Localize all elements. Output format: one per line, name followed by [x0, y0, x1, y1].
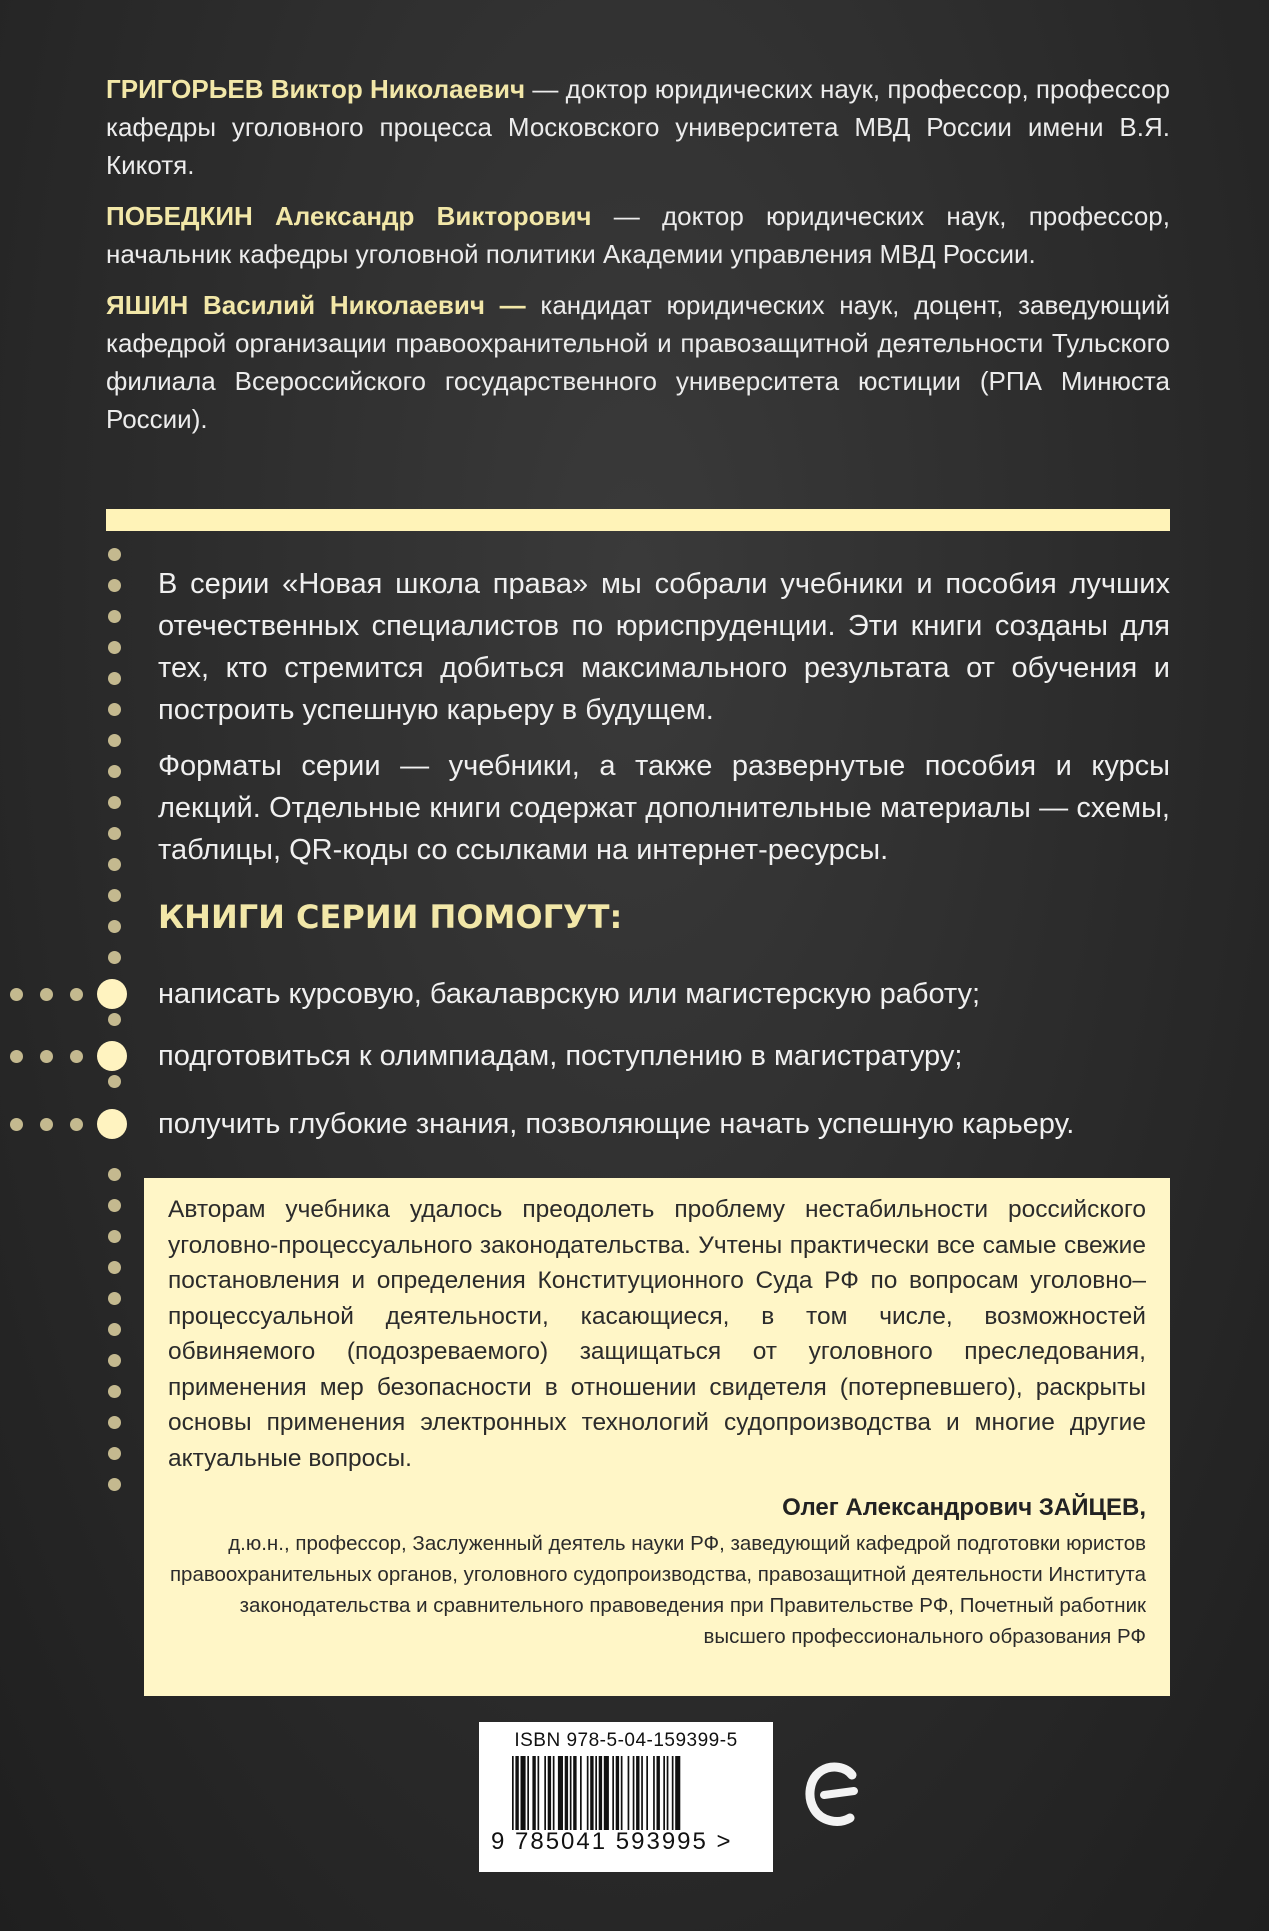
decorative-dot — [108, 1199, 121, 1212]
author-entry — [106, 70, 1170, 184]
author-bio: доктор юридических наук, профессор, начальник кафедры уголовной политики Академии управления МВД России. — [106, 201, 1170, 269]
decorative-dot — [108, 1354, 121, 1367]
barcode-bar — [616, 1756, 619, 1830]
barcode-bars — [506, 1756, 746, 1830]
barcode-bar — [641, 1756, 643, 1830]
isbn-barcode — [479, 1722, 773, 1872]
reviewer-credentials: д.ю.н., профессор, Заслуженный деятель науки РФ, заведующий кафедрой подготовки юристов правоохранительных органов, уголовного судопроизводства, правозащитной деятельности Института законодательства и сравнительного правоведения при Правительстве РФ, Почетный работник высшего профессионального образования РФ — [169, 1532, 1146, 1648]
bullet-dots-icon — [0, 1104, 135, 1144]
decorative-dot — [108, 1230, 121, 1243]
decorative-dot — [108, 1292, 121, 1305]
barcode-bar — [515, 1756, 518, 1830]
barcode-bar — [646, 1756, 648, 1830]
barcode-bar — [667, 1756, 669, 1830]
author-separator — [526, 290, 541, 320]
barcode-bar — [512, 1756, 514, 1830]
author-name: ПОБЕДКИН Александр Викторович — [106, 201, 592, 231]
decorative-dot — [108, 889, 121, 902]
barcode-bar — [548, 1756, 551, 1830]
review-box — [144, 1178, 1170, 1696]
barcode-bar — [612, 1756, 614, 1830]
series-paragraph: В серии «Новая школа права» мы собрали учебники и пособия лучших отечественных специалистов по юриспруденции. Эти книги созданы для тех, кто стремится добиться максимального результата от обучения и построить успешную карьеру в будущем. — [158, 568, 1170, 726]
decorative-dotted-line — [105, 540, 125, 1510]
barcode-bar — [672, 1756, 674, 1830]
barcode-bar — [599, 1756, 602, 1830]
barcode-bar — [590, 1756, 593, 1830]
decorative-dot — [108, 734, 121, 747]
barcode-bar — [570, 1756, 572, 1830]
decorative-dot — [108, 579, 121, 592]
decorative-dot — [108, 1168, 121, 1181]
decorative-dot — [108, 672, 121, 685]
barcode-bar — [653, 1756, 655, 1830]
benefit-item: написать курсовую, бакалаврскую или магистерскую работу; — [158, 978, 981, 1010]
decorative-dot — [108, 1075, 121, 1088]
author-entry — [106, 286, 1170, 438]
author-bio: кандидат юридических наук, доцент, заведующий кафедрой организации правоохранительной и правозащитной деятельности Тульского филиала Всероссийского государственного университета юстиции (РПА Минюста России). — [106, 290, 1170, 434]
barcode-bar — [565, 1756, 568, 1830]
decorative-dot — [108, 548, 121, 561]
decorative-dot — [108, 641, 121, 654]
barcode-bar — [587, 1756, 589, 1830]
benefits-heading: КНИГИ СЕРИИ ПОМОГУТ: — [158, 898, 623, 936]
barcode-bar — [595, 1756, 597, 1830]
isbn-label: ISBN 978-5-04-159399-5 — [514, 1730, 738, 1751]
barcode-bar — [521, 1756, 526, 1830]
barcode-bar — [663, 1756, 665, 1830]
barcode-bar — [636, 1756, 639, 1830]
bullet-dots-icon — [0, 974, 135, 1014]
author-name: ГРИГОРЬЕВ Виктор Николаевич — [106, 74, 526, 104]
decorative-dot — [108, 610, 121, 623]
decorative-dot — [108, 1013, 121, 1026]
decorative-dot — [108, 796, 121, 809]
reviewer-name: Олег Александрович ЗАЙЦЕВ, — [782, 1494, 1146, 1521]
barcode-bar — [621, 1756, 623, 1830]
author-separator: — — [525, 74, 566, 104]
authors-section — [106, 70, 1170, 451]
author-name: ЯШИН Василий Николаевич — — [106, 290, 526, 320]
author-separator: — — [591, 201, 662, 231]
series-description — [158, 563, 1170, 885]
author-entry — [106, 197, 1170, 273]
barcode-bar — [675, 1756, 680, 1830]
barcode-bar — [527, 1756, 529, 1830]
decorative-dot — [108, 1447, 121, 1460]
barcode-bar — [544, 1756, 546, 1830]
barcode-bar — [633, 1756, 635, 1830]
eksmo-logo-icon — [802, 1761, 866, 1829]
decorative-dot — [108, 703, 121, 716]
divider-bar — [106, 509, 1170, 531]
barcode-bar — [538, 1756, 540, 1830]
decorative-dot — [108, 1261, 121, 1274]
decorative-dot — [108, 1385, 121, 1398]
barcode-bar — [657, 1756, 660, 1830]
barcode-bar — [573, 1756, 576, 1830]
decorative-dot — [108, 1416, 121, 1429]
author-bio: доктор юридических наук, профессор, профессор кафедры уголовного процесса Московского университета МВД России имени В.Я. Кикотя. — [106, 74, 1170, 180]
bullet-dots-icon — [0, 1036, 135, 1076]
benefit-item: получить глубокие знания, позволяющие начать успешную карьеру. — [158, 1108, 1075, 1140]
decorative-dot — [108, 827, 121, 840]
benefit-item: подготовиться к олимпиадам, поступлению в магистратуру; — [158, 1040, 963, 1072]
decorative-dot — [108, 1478, 121, 1491]
review-text: Авторам учебника удалось преодолеть проблему нестабильности российского уголовно-процессуального законодательства. Учтены практически все самые свежие постановления и определения Конституционного Суда РФ по вопросам уголовно–процессуальной деятельности, касающиеся, в том числе, возможностей обвиняемого (подозреваемого) защищаться от уголовного преследования, применения мер безопасности в отношении свидетеля (потерпевшего), раскрыты основы применения электронных технологий судопроизводства и многие другие актуальные вопросы. — [168, 1196, 1146, 1472]
barcode-bar — [628, 1756, 630, 1830]
series-paragraph: Форматы серии — учебники, а также развернутые пособия и курсы лекций. Отдельные книги содержат дополнительные материалы — схемы, таблицы, QR-коды со ссылками на интернет-ресурсы. — [158, 750, 1170, 866]
barcode-bar — [604, 1756, 609, 1830]
decorative-dot — [108, 1323, 121, 1336]
barcode-bar — [580, 1756, 582, 1830]
barcode-bar — [553, 1756, 555, 1830]
decorative-dot — [108, 858, 121, 871]
decorative-dot — [108, 765, 121, 778]
barcode-bar — [532, 1756, 535, 1830]
decorative-dot — [108, 951, 121, 964]
barcode-bar — [558, 1756, 563, 1830]
decorative-dot — [108, 920, 121, 933]
barcode-digits: 9 785041 593995 > — [491, 1828, 733, 1855]
